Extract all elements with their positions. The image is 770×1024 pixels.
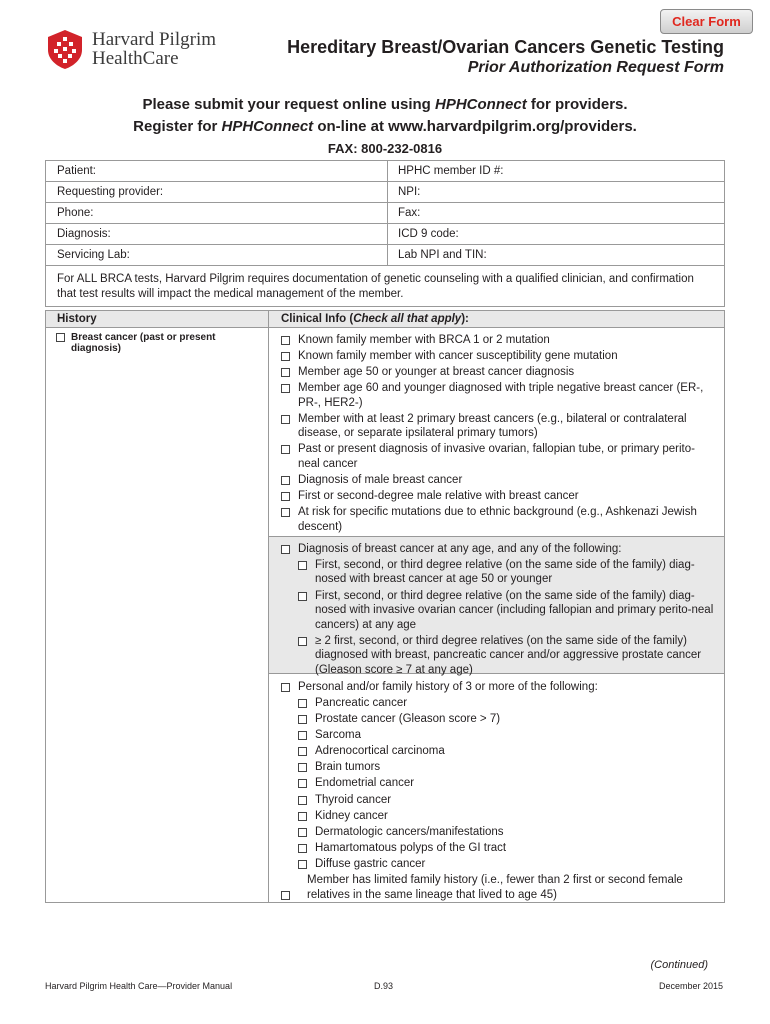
checkbox[interactable] xyxy=(298,763,307,772)
checkbox[interactable] xyxy=(298,637,307,646)
checklist-subitem: Prostate cancer (Gleason score > 7) xyxy=(269,712,724,727)
intro-line2: Register for HPHConnect on-line at www.harvardpilgrim.org/providers. xyxy=(133,118,637,135)
checkbox[interactable] xyxy=(298,592,307,601)
clinical-info-column-header: Clinical Info (Check all that apply): xyxy=(281,313,469,325)
info-row xyxy=(46,203,724,224)
info-row xyxy=(46,182,724,203)
checkbox[interactable] xyxy=(281,352,290,361)
checkbox[interactable] xyxy=(298,731,307,740)
clinical-section-3 xyxy=(269,674,724,902)
brca-requirement-note: For ALL BRCA tests, Harvard Pilgrim requires documentation of genetic counseling with a qualified clinician, and confirmation that test results will impact the medical management of the member. xyxy=(57,273,694,300)
checkbox[interactable] xyxy=(281,368,290,377)
npi-field[interactable]: NPI: xyxy=(398,186,421,198)
logo-shield-icon xyxy=(44,28,86,70)
icd9-code-field[interactable]: ICD 9 code: xyxy=(398,228,459,240)
footer-date: December 2015 xyxy=(658,981,723,991)
form-title xyxy=(287,36,724,78)
checklist-subitem: Sarcoma xyxy=(269,728,724,743)
lab-npi-tin-field[interactable]: Lab NPI and TIN: xyxy=(398,249,487,261)
breast-cancer-label: Breast cancer (past or present diagnosis) xyxy=(71,332,216,354)
checklist-item: Member age 60 and younger diagnosed with triple negative breast cancer (ER-, PR-, HER2-) xyxy=(269,381,724,410)
checklist-subitem: First, second, or third degree relative (on the same side of the family) diag-nosed with breast cancer at age 50 or younger xyxy=(269,558,724,587)
fax-field[interactable]: Fax: xyxy=(398,207,421,219)
checklist-subitem: Thyroid cancer xyxy=(269,793,724,808)
harvard-pilgrim-logo xyxy=(44,28,216,70)
continued-note: (Continued) xyxy=(650,959,708,971)
checklist-item: Personal and/or family history of 3 or more of the following: xyxy=(269,680,724,695)
footer-page-number: D.93 xyxy=(374,981,394,991)
member-id-field[interactable]: HPHC member ID #: xyxy=(398,165,504,177)
checklist-item: At risk for specific mutations due to ethnic background (e.g., Ashkenazi Jewish descent) xyxy=(269,505,724,534)
checkbox[interactable] xyxy=(298,779,307,788)
checkbox[interactable] xyxy=(298,715,307,724)
info-row xyxy=(46,224,724,245)
patient-field[interactable]: Patient: xyxy=(46,161,388,181)
checkbox[interactable] xyxy=(281,508,290,517)
history-column xyxy=(46,328,269,902)
history-header xyxy=(46,311,724,328)
limited-family-history-item: Member has limited family history (i.e., fewer than 2 first or second female relatives in the same lineage that lived to age 45) xyxy=(269,873,724,902)
checkbox[interactable] xyxy=(298,699,307,708)
fax-number: FAX: 800-232-0816 xyxy=(327,141,443,156)
checkbox[interactable] xyxy=(298,796,307,805)
checkbox[interactable] xyxy=(298,844,307,853)
servicing-lab-field[interactable]: Servicing Lab: xyxy=(46,245,388,265)
checklist-item: Member with at least 2 primary breast cancers (e.g., bilateral or contralateral disease, or separate ipsilateral primary tumors) xyxy=(269,412,724,441)
checkbox[interactable] xyxy=(298,812,307,821)
checklist-item: Known family member with cancer susceptibility gene mutation xyxy=(269,349,724,364)
footer-manual: Harvard Pilgrim Health Care—Provider Manual xyxy=(45,981,233,991)
logo-line2: HealthCare xyxy=(92,48,179,69)
checkbox[interactable] xyxy=(298,860,307,869)
checkbox[interactable] xyxy=(281,415,290,424)
checkbox[interactable] xyxy=(281,384,290,393)
checkbox[interactable] xyxy=(281,476,290,485)
checklist-item: Known family member with BRCA 1 or 2 mutation xyxy=(269,333,724,348)
checklist-item: Diagnosis of male breast cancer xyxy=(269,473,724,488)
checklist-subitem: Adrenocortical carcinoma xyxy=(269,744,724,759)
info-row xyxy=(46,245,724,266)
checkbox[interactable] xyxy=(281,445,290,454)
checklist-item: Past or present diagnosis of invasive ovarian, fallopian tube, or primary perito-neal cancer xyxy=(269,442,724,471)
checklist-subitem: Diffuse gastric cancer xyxy=(269,857,724,872)
checklist-subitem: Endometrial cancer xyxy=(269,776,724,791)
history-clinical-table xyxy=(45,310,725,903)
clinical-info-column xyxy=(269,328,724,902)
checklist-subitem: Pancreatic cancer xyxy=(269,696,724,711)
checklist-subitem: Hamartomatous polyps of the GI tract xyxy=(269,841,724,856)
diagnosis-field[interactable]: Diagnosis: xyxy=(46,224,388,244)
history-column-header: History xyxy=(46,311,269,327)
checklist-subitem: Dermatologic cancers/manifestations xyxy=(269,825,724,840)
checkbox[interactable] xyxy=(298,828,307,837)
breast-cancer-checkbox[interactable] xyxy=(56,333,65,342)
logo-line1: Harvard Pilgrim xyxy=(92,29,217,50)
checkbox[interactable] xyxy=(281,891,290,900)
checklist-item: Diagnosis of breast cancer at any age, and any of the following: xyxy=(269,542,724,557)
checkbox[interactable] xyxy=(298,561,307,570)
info-row xyxy=(46,161,724,182)
checkbox[interactable] xyxy=(298,747,307,756)
checklist-item: First or second-degree male relative with breast cancer xyxy=(269,489,724,504)
clear-form-button[interactable]: Clear Form xyxy=(660,9,753,34)
checklist-subitem: ≥ 2 first, second, or third degree relatives (on the same side of the family) diagnosed with breast, pancreatic cancer and/or aggressive prostate cancer (Gleason score ≥ 7 at any age) xyxy=(269,634,724,678)
checkbox[interactable] xyxy=(281,683,290,692)
form-title-main: Hereditary Breast/Ovarian Cancers Genetic Testing xyxy=(287,37,724,57)
phone-field[interactable]: Phone: xyxy=(46,203,388,223)
clinical-section-2 xyxy=(269,536,724,674)
checklist-item: Member age 50 or younger at breast cancer diagnosis xyxy=(269,365,724,380)
member-info-table xyxy=(45,160,725,307)
intro-line1: Please submit your request online using HPHConnect for providers. xyxy=(142,96,628,113)
checklist-subitem: Kidney cancer xyxy=(269,809,724,824)
checklist-subitem: Brain tumors xyxy=(269,760,724,775)
checklist-subitem: First, second, or third degree relative (on the same side of the family) diag-nosed with invasive ovarian cancer (including fallopian and primary perito-neal cancers) at any age xyxy=(269,589,724,633)
form-title-sub: Prior Authorization Request Form xyxy=(467,59,724,76)
requesting-provider-field[interactable]: Requesting provider: xyxy=(46,182,388,202)
checkbox[interactable] xyxy=(281,492,290,501)
checkbox[interactable] xyxy=(281,545,290,554)
clinical-section-1 xyxy=(269,328,724,536)
checkbox[interactable] xyxy=(281,336,290,345)
